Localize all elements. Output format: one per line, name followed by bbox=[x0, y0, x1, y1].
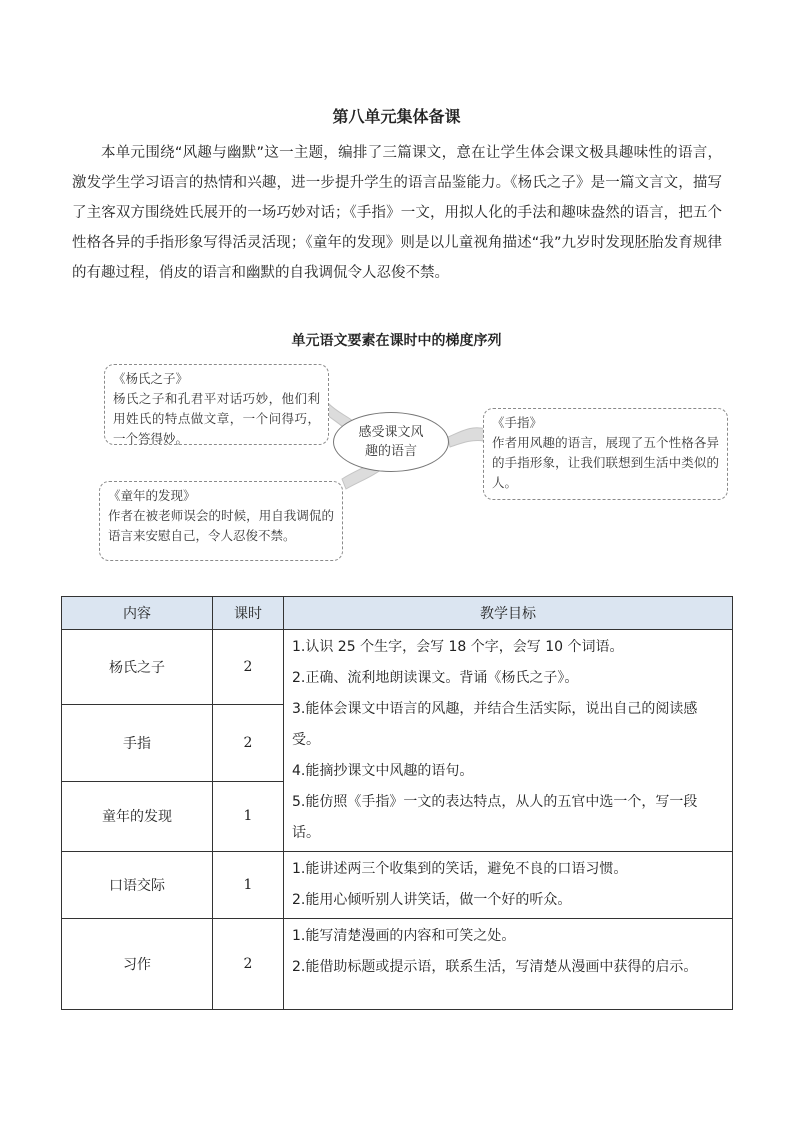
center-node-label: 感受课文风趣的语言 bbox=[358, 425, 424, 459]
table-row bbox=[62, 919, 733, 1010]
card-shouzhi bbox=[483, 408, 728, 500]
header-hours: 课时 bbox=[213, 597, 284, 630]
row-hours: 2 bbox=[213, 630, 284, 705]
card-tongnian bbox=[99, 481, 343, 561]
row-content: 手指 bbox=[62, 705, 213, 781]
header-goals: 教学目标 bbox=[284, 597, 733, 630]
card-yang-text: 杨氏之子和孔君平对话巧妙，他们利用姓氏的特点做文章，一个问得巧，一个答得妙。 bbox=[113, 391, 320, 446]
card-yang bbox=[104, 364, 329, 445]
goal-item: 1.能讲述两三个收集到的笑话，避免不良的口语习惯。 bbox=[292, 861, 628, 877]
row-hours: 2 bbox=[213, 705, 284, 781]
row-goals-oral bbox=[284, 852, 733, 919]
table-header-row bbox=[62, 597, 733, 630]
goal-item: 4.能摘抄课文中风趣的语句。 bbox=[292, 763, 474, 779]
table-row bbox=[62, 630, 733, 705]
goal-item: 5.能仿照《手指》一文的表达特点，从人的五官中选一个，写一段话。 bbox=[292, 794, 698, 841]
table-row bbox=[62, 852, 733, 919]
diagram-title: 单元语文要素在课时中的梯度序列 bbox=[291, 333, 502, 349]
row-goals-writing bbox=[284, 919, 733, 1010]
row-content: 习作 bbox=[62, 919, 213, 1010]
card-tongnian-text: 作者在被老师误会的时候，用自我调侃的语言来安慰自己，令人忍俊不禁。 bbox=[108, 508, 334, 543]
goal-item: 2.能用心倾听别人讲笑话，做一个好的听众。 bbox=[292, 892, 572, 908]
goal-item: 1.认识 25 个生字，会写 18 个字，会写 10 个词语。 bbox=[292, 639, 624, 655]
row-content: 杨氏之子 bbox=[62, 630, 213, 705]
card-shouzhi-title: 《手指》 bbox=[492, 415, 543, 430]
teaching-goals-table bbox=[61, 596, 733, 1010]
card-yang-title: 《杨氏之子》 bbox=[113, 371, 189, 386]
row-hours: 2 bbox=[213, 919, 284, 1010]
connector-shouzhi bbox=[448, 428, 486, 447]
row-goals-readings bbox=[284, 630, 733, 852]
page-title: 第八单元集体备课 bbox=[332, 107, 461, 126]
row-content: 口语交际 bbox=[62, 852, 213, 919]
card-tongnian-title: 《童年的发现》 bbox=[108, 488, 196, 503]
goal-item: 2.能借助标题或提示语，联系生活，写清楚从漫画中获得的启示。 bbox=[292, 959, 698, 975]
intro-paragraph: 本单元围绕“风趣与幽默”这一主题，编排了三篇课文，意在让学生体会课文极具趣味性的语言，激发学生学习语言的热情和兴趣，进一步提升学生的语言品鉴能力。《杨氏之子》是一篇文言文，描写了主客双方围绕姓氏展开的一场巧妙对话；《手指》一文，用拟人化的手法和趣味盎然的语言，把五个性格各异的手指形象写得活灵活现；《童年的发现》则是以儿童视角描述“我”九岁时发现胚胎发育规律的有趣过程，俏皮的语言和幽默的自我调侃令人忍俊不禁。 bbox=[72, 145, 722, 281]
row-hours: 1 bbox=[213, 852, 284, 919]
row-hours: 1 bbox=[213, 781, 284, 851]
goal-item: 3.能体会课文中语言的风趣，并结合生活实际，说出自己的阅读感受。 bbox=[292, 701, 698, 748]
header-content: 内容 bbox=[62, 597, 213, 630]
center-node bbox=[333, 412, 449, 472]
goal-item: 1.能写清楚漫画的内容和可笑之处。 bbox=[292, 928, 516, 944]
mind-map bbox=[90, 355, 740, 575]
row-content: 童年的发现 bbox=[62, 781, 213, 851]
card-shouzhi-text: 作者用风趣的语言，展现了五个性格各异的手指形象，让我们联想到生活中类似的人。 bbox=[492, 435, 719, 490]
goal-item: 2.正确、流利地朗读课文。背诵《杨氏之子》。 bbox=[292, 670, 579, 686]
